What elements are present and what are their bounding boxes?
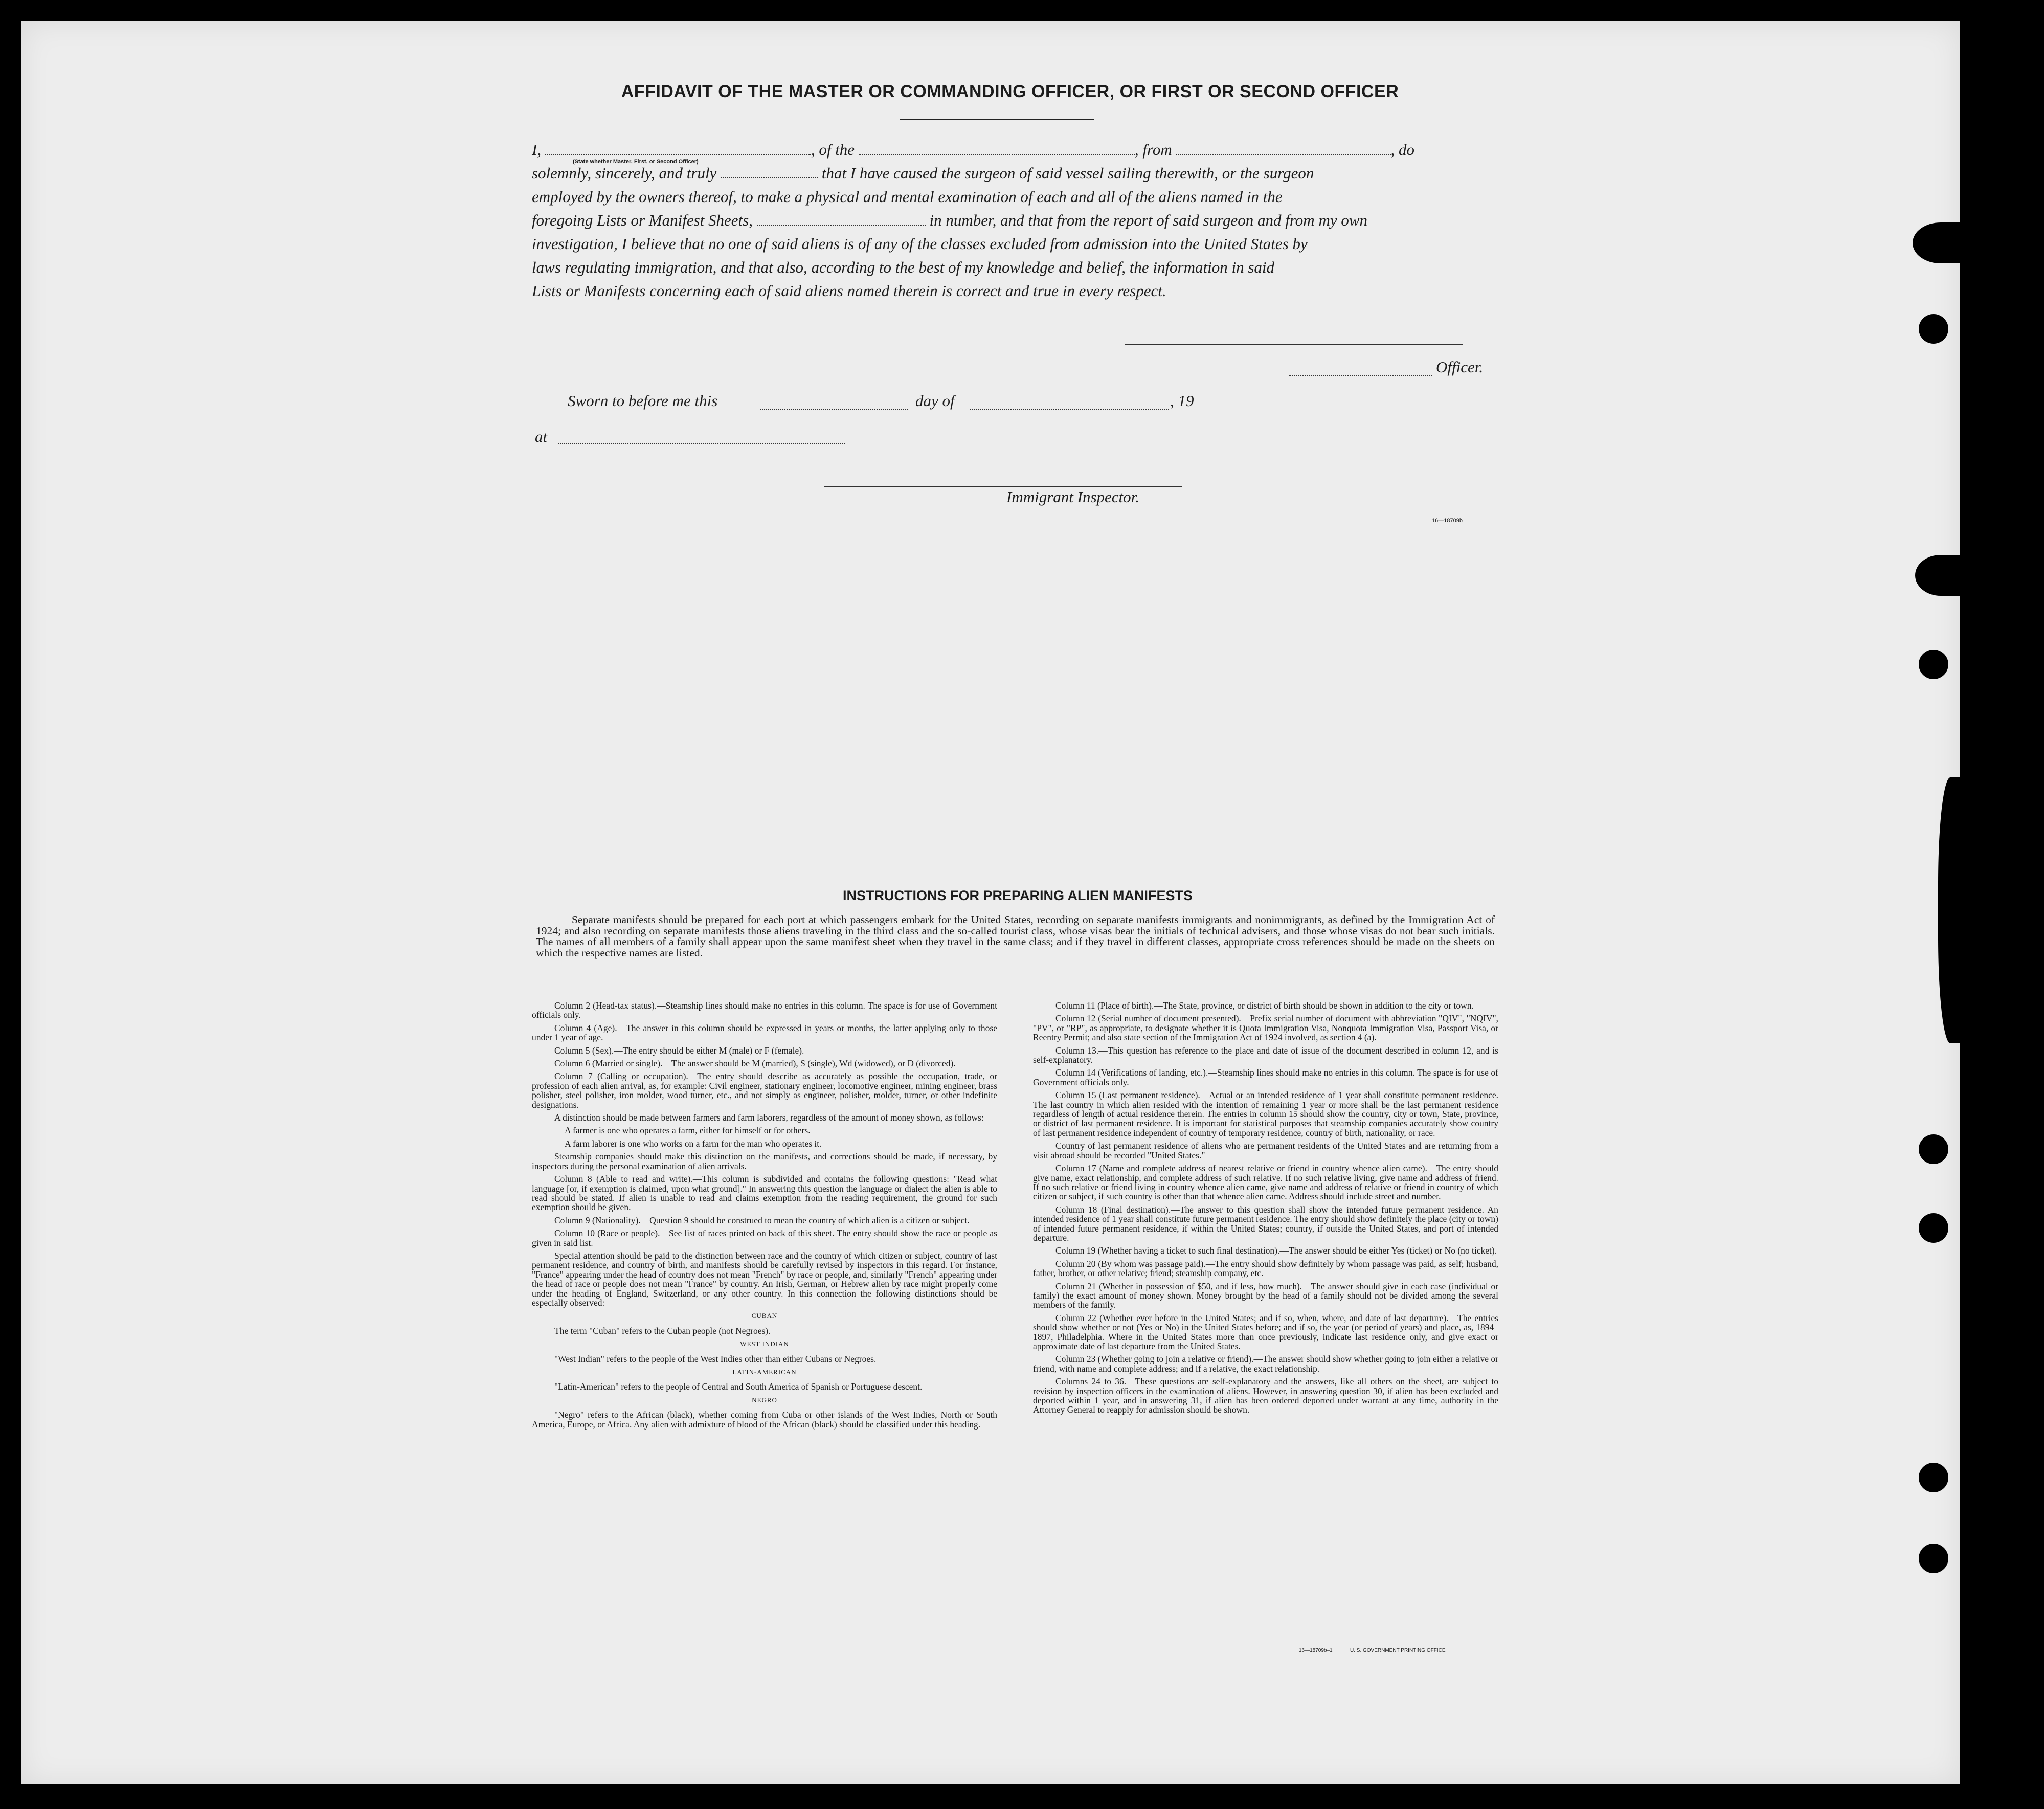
instruction-paragraph: Column 21 (Whether in possession of $50, and if less, how much).—The answer should give in each case (individual or family) the exact amount of money shown. Money brought by the head of a family should not be divided among the several members of the family. xyxy=(1033,1281,1498,1310)
instruction-paragraph: Column 11 (Place of birth).—The State, province, or district of birth should be shown in addition to the city or town. xyxy=(1055,1000,1474,1011)
punch-hole xyxy=(1919,1544,1948,1573)
instruction-paragraph: A farmer is one who operates a farm, either for himself or for others. xyxy=(565,1125,811,1136)
footer-office: U. S. GOVERNMENT PRINTING OFFICE xyxy=(1350,1648,1446,1654)
punch-hole xyxy=(1919,314,1948,344)
at-label: at xyxy=(535,428,548,445)
affidavit-line: Lists or Manifests concerning each of said aliens named therein is correct and true in every respect. xyxy=(532,282,1166,300)
footer-code: 16—18709b–1 xyxy=(1299,1648,1333,1654)
officer-rank-hint: (State whether Master, First, or Second Officer) xyxy=(573,159,699,165)
section-heading: NEGRO xyxy=(752,1396,777,1404)
instruction-paragraph: Column 8 (Able to read and write).—This column is subdivided and contains the following questions: "Read what language [or, if exemption is claimed, upon what ground]." In answering this question the language or dialect the alien is able to read should be stated. If alien is unable to read and claims exemption from the reading requirement, the ground for such exemption should be given. xyxy=(532,1174,997,1213)
torn-edge xyxy=(1915,555,1966,596)
punch-hole xyxy=(1919,1463,1948,1492)
instruction-paragraph: The term "Cuban" refers to the Cuban people (not Negroes). xyxy=(554,1325,771,1336)
affidavit-line: solemnly, sincerely, and truly that I have caused the surgeon of said vessel sailing therewith, or the surgeon xyxy=(532,162,1498,185)
instruction-paragraph: Column 7 (Calling or occupation).—The entry should describe as accurately as possible the occupation, trade, or profession of each alien arrival, as, for example: Civil engineer, stationary engineer, locomotive engineer, mining engineer, brass polisher, steel polisher, iron molder, wood turner, etc., and not simply as engineer, polisher, molder, turner, or other indefinite designations. xyxy=(532,1071,997,1110)
instruction-paragraph: Column 5 (Sex).—The entry should be either M (male) or F (female). xyxy=(554,1045,804,1056)
torn-edge xyxy=(1938,777,1969,1043)
affidavit-line: foregoing Lists or Manifest Sheets, in number, and that from the report of said surgeon and from my own xyxy=(532,209,1498,232)
place-field[interactable] xyxy=(558,443,845,444)
instruction-paragraph: Column 19 (Whether having a ticket to such final destination).—The answer should be either Yes (ticket) or No (no ticket). xyxy=(1055,1245,1497,1256)
instructions-right-column xyxy=(1033,1001,1498,1661)
instruction-paragraph: "Negro" refers to the African (black), whether coming from Cuba or other islands of the West Indies, North or South America, Europe, or Africa. Any alien with admixture of blood of the African (black) should be classified under this heading. xyxy=(532,1410,997,1430)
instruction-paragraph: Column 10 (Race or people).—See list of races printed on back of this sheet. The entry should show the race or people as given in said list. xyxy=(532,1228,997,1248)
officer-name-field[interactable] xyxy=(545,138,811,155)
instruction-paragraph: Column 15 (Last permanent residence).—Actual or an intended residence of 1 year shall constitute permanent residence. The last country in which alien resided with the intention of remaining 1 year or more shall be the last permanent residence regardless of length of actual residence therein. The entries in column 15 should show the country, city or town, State, province, or district of last permanent residence. It is important for statistical purposes that steamship companies accurately show country of last permanent residence independent of country of temporary residence, country of birth, nationality, or race. xyxy=(1033,1090,1498,1138)
instruction-paragraph: Column 6 (Married or single).—The answer should be M (married), S (single), Wd (widowed), or D (divorced). xyxy=(554,1058,956,1069)
sworn-month-field[interactable] xyxy=(970,409,1169,410)
affidavit-title: AFFIDAVIT OF THE MASTER OR COMMANDING OFFICER, OR FIRST OR SECOND OFFICER xyxy=(621,82,1399,101)
inspector-label: Immigrant Inspector. xyxy=(1006,488,1140,506)
oath-field[interactable] xyxy=(721,162,818,178)
affidavit-line: investigation, I believe that no one of said aliens is of any of the classes excluded from admission into the United States by xyxy=(532,235,1308,253)
instructions-intro: Separate manifests should be prepared for each port at which passengers embark for the United States, recording on separate manifests immigrants and nonimmigrants, as defined by the Immigration Act of 1924; and also recording on separate manifests those aliens traveling in the third class and the so-called tourist class, whose visas bear the initials of technical advisers, and those whose visas do not bear such initials. The names of all members of a family shall appear upon the same manifest sheet when they travel in the same class; and if they travel in different classes, appropriate cross references should be made on the sheets on which the respective names are listed. xyxy=(536,913,1495,959)
instruction-paragraph: Column 12 (Serial number of document presented).—Prefix serial number of document with abbreviation "QIV", "NQIV", "PV", or "RP", as appropriate, to designate whether it is Quota Immigration Visa, Nonquota Immigration Visa, Passport Visa, or Reentry Permit; and also state section of the Immigration Act of 1924 involved, as section 4 (a). xyxy=(1033,1013,1498,1043)
instruction-paragraph: Column 14 (Verifications of landing, etc.).—Steamship lines should make no entries in this column. The space is for use of Government officials only. xyxy=(1033,1067,1498,1087)
affidavit-line: laws regulating immigration, and that also, according to the best of my knowledge and belief, the information in said xyxy=(532,258,1275,276)
instruction-paragraph: Column 20 (By whom was passage paid).—The entry should show definitely by whom passage was paid, as self; husband, father, brother, or other relative; friend; steamship company, etc. xyxy=(1033,1258,1498,1279)
affidavit-line: employed by the owners thereof, to make a physical and mental examination of each and all of the aliens named in the xyxy=(532,188,1283,206)
instruction-paragraph: Steamship companies should make this distinction on the manifests, and corrections should be made, if necessary, by inspectors during the personal examination of alien arrivals. xyxy=(532,1151,997,1171)
form-number: 16—18709b xyxy=(1432,518,1463,524)
instruction-paragraph: Column 2 (Head-tax status).—Steamship lines should make no entries in this column. The space is for use of Government officials only. xyxy=(532,1000,997,1020)
instruction-paragraph: Column 4 (Age).—The answer in this column should be expressed in years or months, the latter applying only to those under 1 year of age. xyxy=(532,1022,997,1043)
officer-label: Officer. xyxy=(1436,358,1484,376)
year-label: , 19 xyxy=(1170,392,1194,410)
vessel-name-field[interactable] xyxy=(859,138,1135,155)
torn-edge xyxy=(1913,222,1969,263)
instruction-paragraph: A distinction should be made between farmers and farm laborers, regardless of the amount of money shown, as follows: xyxy=(554,1112,984,1123)
title-underline xyxy=(900,119,1094,120)
section-heading: LATIN-AMERICAN xyxy=(732,1368,797,1376)
instruction-paragraph: "West Indian" refers to the people of the West Indies other than either Cubans or Negroes. xyxy=(554,1353,877,1364)
punch-hole xyxy=(1919,1213,1948,1243)
scan-border xyxy=(1960,21,2031,1784)
count-field[interactable] xyxy=(757,209,926,226)
instruction-paragraph: Column 13.—This question has reference to the place and date of issue of the document described in column 12, and is self-explanatory. xyxy=(1033,1045,1498,1065)
punch-hole xyxy=(1919,1134,1948,1164)
section-heading: CUBAN xyxy=(751,1312,778,1320)
instruction-paragraph: Column 22 (Whether ever before in the United States; and if so, when, where, and date of last departure).—The entries should show whether or not (Yes or No) in the United States before; and if so, the year (or period of years) and place, as, 1894–1897, Philadelphia. Where in the United States more than once previously, indicate last residence only, and give exact or approximate date of last departure from the United States. xyxy=(1033,1312,1498,1351)
instruction-paragraph: Column 17 (Name and complete address of nearest relative or friend in country whence alien came).—The entry should give name, exact relationship, and complete address of such relative. If no such relative living, give name and address of friend. If no such relative or friend living in country whence alien came, give name and address of relative or friend in country of which citizen or subject, if such country is other than that whence alien came. Address should include street and number. xyxy=(1033,1163,1498,1202)
instruction-paragraph: "Latin-American" refers to the people of Central and South America of Spanish or Portuguese descent. xyxy=(554,1381,923,1392)
section-heading: WEST INDIAN xyxy=(740,1340,789,1348)
affidavit-line: I, , of the , from , do xyxy=(532,138,1498,162)
instructions-left-column xyxy=(532,1001,997,1661)
instruction-paragraph: Columns 24 to 36.—These questions are self-explanatory and the answers, like all others on the sheet, are subject to revision by inspection officers in the examination of aliens. However, in answering question 30, if alien has been excluded and deported within 1 year, and in answering 31, if alien has been ordered deported under warrant at any time, authority in the Attorney General to reapply for admission should be shown. xyxy=(1033,1376,1498,1415)
instruction-paragraph: Column 23 (Whether going to join a relative or friend).—The answer should show whether going to join either a relative or friend, with name and complete address; and if a relative, the exact relationship. xyxy=(1033,1354,1498,1374)
instructions-title: INSTRUCTIONS FOR PREPARING ALIEN MANIFESTS xyxy=(842,888,1193,903)
instruction-paragraph: Column 18 (Final destination).—The answer to this question shall show the intended future permanent residence. An intended residence of 1 year shall constitute future permanent residence. The entry should show definitely the place (city or town) of intended future permanent residence, if within the United States; country, if outside the United States, and port of intended departure. xyxy=(1033,1204,1498,1243)
sworn-label: Sworn to before me this xyxy=(568,392,718,410)
officer-rank-line[interactable] xyxy=(1289,375,1432,376)
signature-line[interactable] xyxy=(1125,344,1463,345)
day-of-label: day of xyxy=(915,392,955,410)
port-field[interactable] xyxy=(1176,138,1391,155)
sworn-day-field[interactable] xyxy=(760,409,908,410)
instruction-paragraph: Country of last permanent residence of aliens who are permanent residents of the United States and are returning from a visit abroad should be recorded "United States." xyxy=(1033,1141,1498,1160)
instruction-paragraph: A farm laborer is one who works on a farm for the man who operates it. xyxy=(565,1138,822,1149)
inspector-signature-line[interactable] xyxy=(824,486,1182,487)
instruction-paragraph: Column 9 (Nationality).—Question 9 should be construed to mean the country of which alien is a citizen or subject. xyxy=(554,1215,970,1225)
punch-hole xyxy=(1919,650,1948,679)
instruction-paragraph: Special attention should be paid to the distinction between race and the country of which citizen or subject, country of last permanent residence, and country of birth, and manifests should be carefully revised by inspectors in this regard. For instance, "France" appearing under the head of country does not mean "French" by race or people, and, similarly "French" appearing under the head of race or people does not mean "France" by country. An Irish, German, or Hebrew alien by race might properly come under the heading of England, Switzerland, or any other country. In this connection the following distinctions should be especially observed: xyxy=(532,1250,997,1308)
